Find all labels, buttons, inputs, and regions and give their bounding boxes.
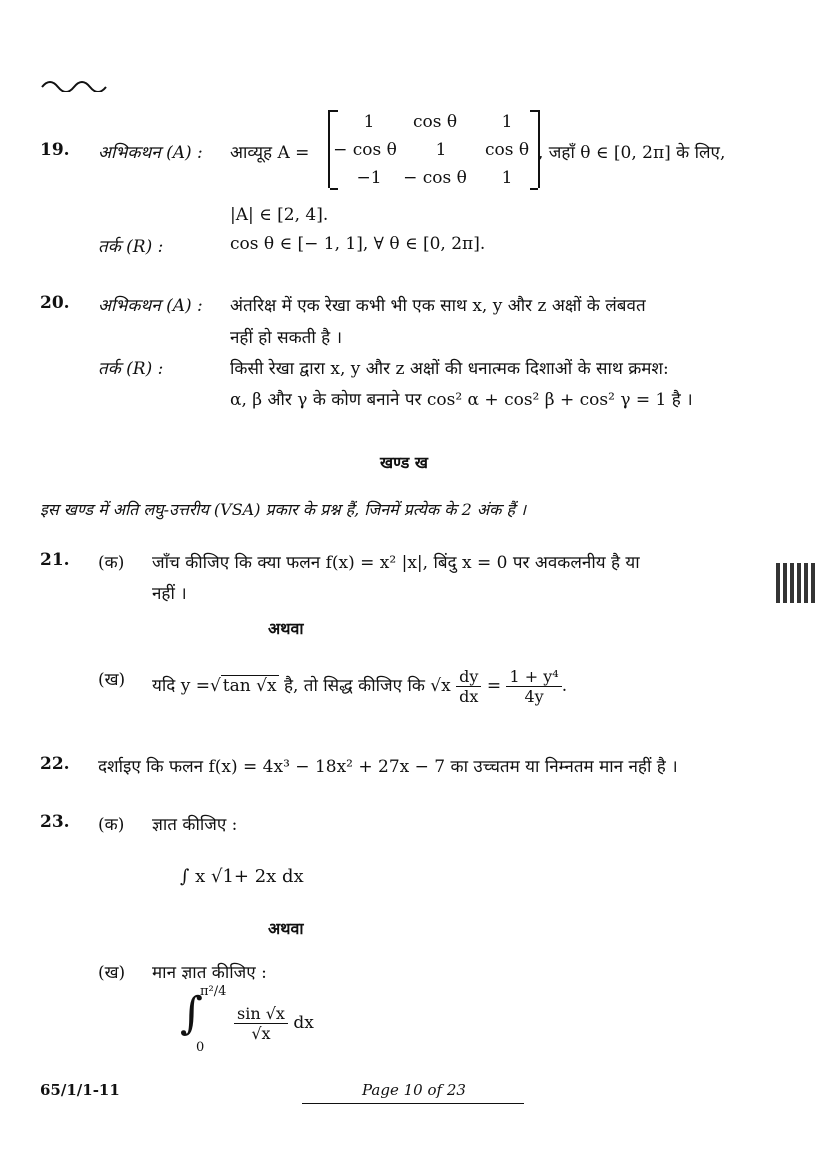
page-number: Page 10 of 23 [362, 1081, 466, 1099]
q21-b-text: यदि y =√ tan √x है, तो सिद्ध कीजिए कि √x $\frac{dy}{dx}$ = $\frac{\text{1 + y⁴}}{4y}$ . [152, 667, 568, 706]
matrix-cell: 1 [501, 168, 513, 188]
q19-reason: cos θ ∈ [− 1, 1], ∀ θ ∈ [0, 2π]. [230, 234, 486, 254]
q23-b-fraction [234, 1004, 314, 1043]
q21-or: अथवा [268, 619, 304, 638]
matrix-cell: 1 [435, 140, 447, 160]
footer-divider [302, 1103, 524, 1104]
q23-a-text: ज्ञात कीजिए : [152, 815, 238, 835]
q21-a-line2: नहीं । [152, 584, 187, 604]
q21-number: 21. [40, 550, 70, 570]
q20-assertion-2: नहीं हो सकती है । [230, 328, 343, 348]
matrix-cell: cos θ [484, 140, 530, 160]
integral-sign-icon: ∫ [180, 988, 203, 1039]
q19-reason-label: तर्क (R) : [98, 237, 164, 257]
q23-lower-limit: 0 [196, 1040, 205, 1055]
q23-or: अथवा [268, 919, 304, 938]
rhs-fraction [506, 667, 561, 706]
q19-number: 19. [40, 140, 70, 160]
q23-upper-limit: π²/4 [200, 984, 227, 999]
matrix-cell: − cos θ [333, 140, 397, 160]
sin-fraction [234, 1004, 288, 1043]
frac-den: √x [251, 1024, 271, 1043]
q21-a-line1: जाँच कीजिए कि क्या फलन f(x) = x² |x|, बिंदु x = 0 पर अवकलनीय है या [152, 553, 640, 573]
section-title: खण्ड ख [380, 453, 428, 472]
q20-assertion-1: अंतरिक्ष में एक रेखा कभी भी एक साथ x, y और z अक्षों के लंबवत [230, 296, 646, 316]
q22-text: दर्शाइए कि फलन f(x) = 4x³ − 18x² + 27x − 7 का उच्चतम या निम्नतम मान नहीं है । [98, 757, 678, 777]
dy-dx-fraction [456, 667, 481, 706]
q19-det: |A| ∈ [2, 4]. [230, 205, 329, 225]
q20-reason-2: α, β और γ के कोण बनाने पर cos² α + cos² β + cos² γ = 1 है । [230, 390, 693, 410]
paper-code: 65/1/1-11 [40, 1081, 120, 1099]
matrix-cell: 1 [501, 112, 513, 132]
q20-reason-label: तर्क (R) : [98, 359, 164, 379]
q23-b-text: मान ज्ञात कीजिए : [152, 963, 267, 983]
q19-matrix [328, 110, 540, 188]
q20-number: 20. [40, 293, 70, 313]
frac-num: sin √x [234, 1004, 288, 1024]
matrix-cell: − cos θ [403, 168, 467, 188]
q22-number: 22. [40, 754, 70, 774]
frac-num: dy [456, 667, 481, 687]
frac-num: 1 + y⁴ [506, 667, 561, 687]
qr-code-icon [776, 563, 816, 603]
tilde-ornament-icon [40, 78, 110, 92]
frac-den: 4y [524, 687, 544, 706]
q21-b-pre: यदि y = [152, 676, 210, 696]
q21-b-mid: है, तो सिद्ध कीजिए कि √x [283, 676, 451, 696]
q23-a-integral: ∫ x √1+ 2x dx [180, 866, 304, 887]
q21-b-mark: (ख) [98, 670, 126, 690]
frac-den: dx [459, 687, 479, 706]
q21-b-sqrt: tan √x [222, 676, 277, 696]
q20-reason-1: किसी रेखा द्वारा x, y और z अक्षों की धनात्मक दिशाओं के साथ क्रमश: [230, 359, 669, 379]
matrix-cell: −1 [356, 168, 382, 188]
q23-a-mark: (क) [98, 815, 125, 835]
q21-a-mark: (क) [98, 553, 125, 573]
matrix-cell: cos θ [412, 112, 458, 132]
q20-assertion-label: अभिकथन (A) : [98, 296, 203, 316]
q23-b-mark: (ख) [98, 963, 126, 983]
q23-dx: dx [293, 1013, 314, 1033]
q19-assertion-label: अभिकथन (A) : [98, 143, 203, 163]
q23-number: 23. [40, 812, 70, 832]
matrix-cell: 1 [363, 112, 375, 132]
q19-text: आव्यूह A = [230, 143, 310, 163]
section-instruction: इस खण्ड में अति लघु-उत्तरीय (VSA) प्रकार के प्रश्न हैं, जिनमें प्रत्येक के 2 अंक हैं । [40, 500, 527, 519]
q19-text-cont: , जहाँ θ ∈ [0, 2π] के लिए, [538, 143, 726, 163]
